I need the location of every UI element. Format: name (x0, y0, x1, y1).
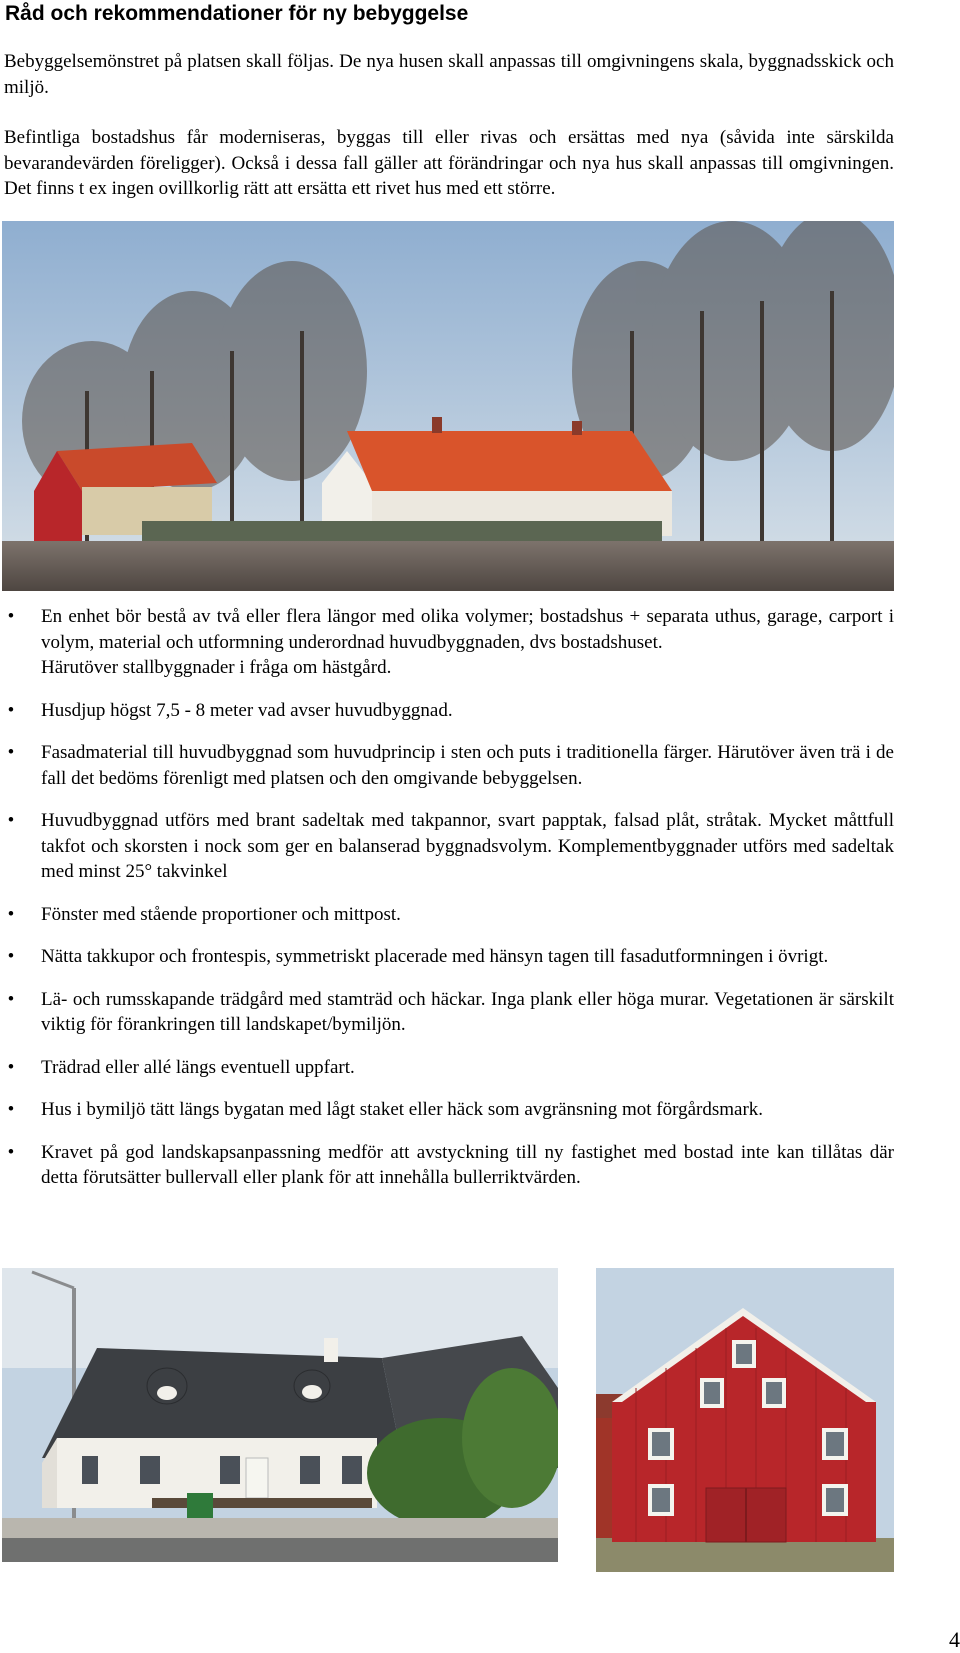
page-number: 4 (949, 1627, 960, 1652)
red-house-photo (596, 1268, 894, 1572)
bullet-symbol: • (7, 1099, 15, 1120)
list-item-text: Husdjup högst 7,5 - 8 meter vad avser huvudbyggnad. (41, 699, 453, 721)
bullet-symbol: • (7, 946, 15, 967)
list-item-text: Fasadmaterial till huvudbyggnad som huvudprincip i sten och puts i traditionella färger. Härutöver även trä i de fall det bedöms förenligt med platsen och den omgivande bebyggelsen. (41, 742, 894, 789)
list-item-extra: Härutöver stallbyggnader i fråga om hästgård. (41, 657, 392, 678)
list-item (0, 604, 894, 681)
bullet-symbol: • (7, 903, 15, 925)
list-item (0, 902, 894, 928)
bullet-symbol: • (7, 606, 15, 627)
list-item-text: Fönster med stående proportioner och mittpost. (41, 903, 401, 925)
white-house-photo (2, 1268, 558, 1562)
list-item-text: Trädrad eller allé längs eventuell uppfart. (41, 1056, 355, 1078)
list-item (0, 698, 894, 724)
bullet-symbol: • (7, 810, 15, 831)
page-heading: Råd och rekommendationer för ny bebyggelse (5, 2, 469, 25)
bullet-symbol: • (7, 988, 15, 1010)
list-item (0, 740, 894, 791)
list-item (0, 944, 894, 970)
list-item-text: Lä- och rumsskapande trädgård med stamträd och häckar. Inga plank eller höga murar. Vegetationen är särskilt viktig för förankringen till landskapet/bymiljön. (41, 988, 894, 1035)
bullet-symbol: • (7, 699, 15, 721)
list-item (0, 1055, 894, 1081)
list-item-text: Huvudbyggnad utförs med brant sadeltak med takpannor, svart papptak, falsad plåt, stråtak. Mycket måttfull takfot och skorsten i nock som ger en balanserad byggnadsvolym. Komplementbyggnader utförs med sadeltak med minst 25° takvinkel (41, 810, 894, 882)
bullet-symbol: • (7, 1141, 15, 1163)
paragraph-2: Befintliga bostadshus får moderniseras, byggas till eller rivas och ersättas med nya (såvida inte särskilda bevarandevärden föreligger). Också i dessa fall gäller att förändringar och nya hus skall anpassas till omgivningen. Det finns t ex ingen ovillkorlig rätt att ersätta ett rivet hus med ett större. (4, 127, 894, 199)
list-item (0, 1140, 894, 1191)
list-item-text: Nätta takkupor och frontespis, symmetriskt placerade med hänsyn tagen till fasadutformningen i övrigt. (41, 946, 829, 967)
bullet-symbol: • (7, 1056, 15, 1078)
list-item-text: Kravet på god landskapsanpassning medför att avstyckning till ny fastighet med bostad inte kan tillåtas där detta förutsätter bullervall eller plank för att innehålla bullerriktvärden. (41, 1141, 894, 1188)
list-item-text: Hus i bymiljö tätt längs bygatan med lågt staket eller häck som avgränsning mot förgårdsmark. (41, 1099, 764, 1120)
list-item (0, 987, 894, 1038)
recommendation-list (0, 604, 894, 1208)
list-item (0, 1097, 894, 1123)
list-item-text: En enhet bör bestå av två eller flera längor med olika volymer; bostadshus + separata uthus, garage, carport i volym, material och utformning underordnad huvudbyggnaden, dvs bostadshuset. (41, 606, 894, 653)
farm-landscape-photo (2, 221, 894, 591)
paragraph-1: Bebyggelsemönstret på platsen skall följas. De nya husen skall anpassas till omgivningens skala, byggnadsskick och miljö. (4, 51, 894, 98)
list-item (0, 808, 894, 885)
bullet-symbol: • (7, 742, 15, 763)
